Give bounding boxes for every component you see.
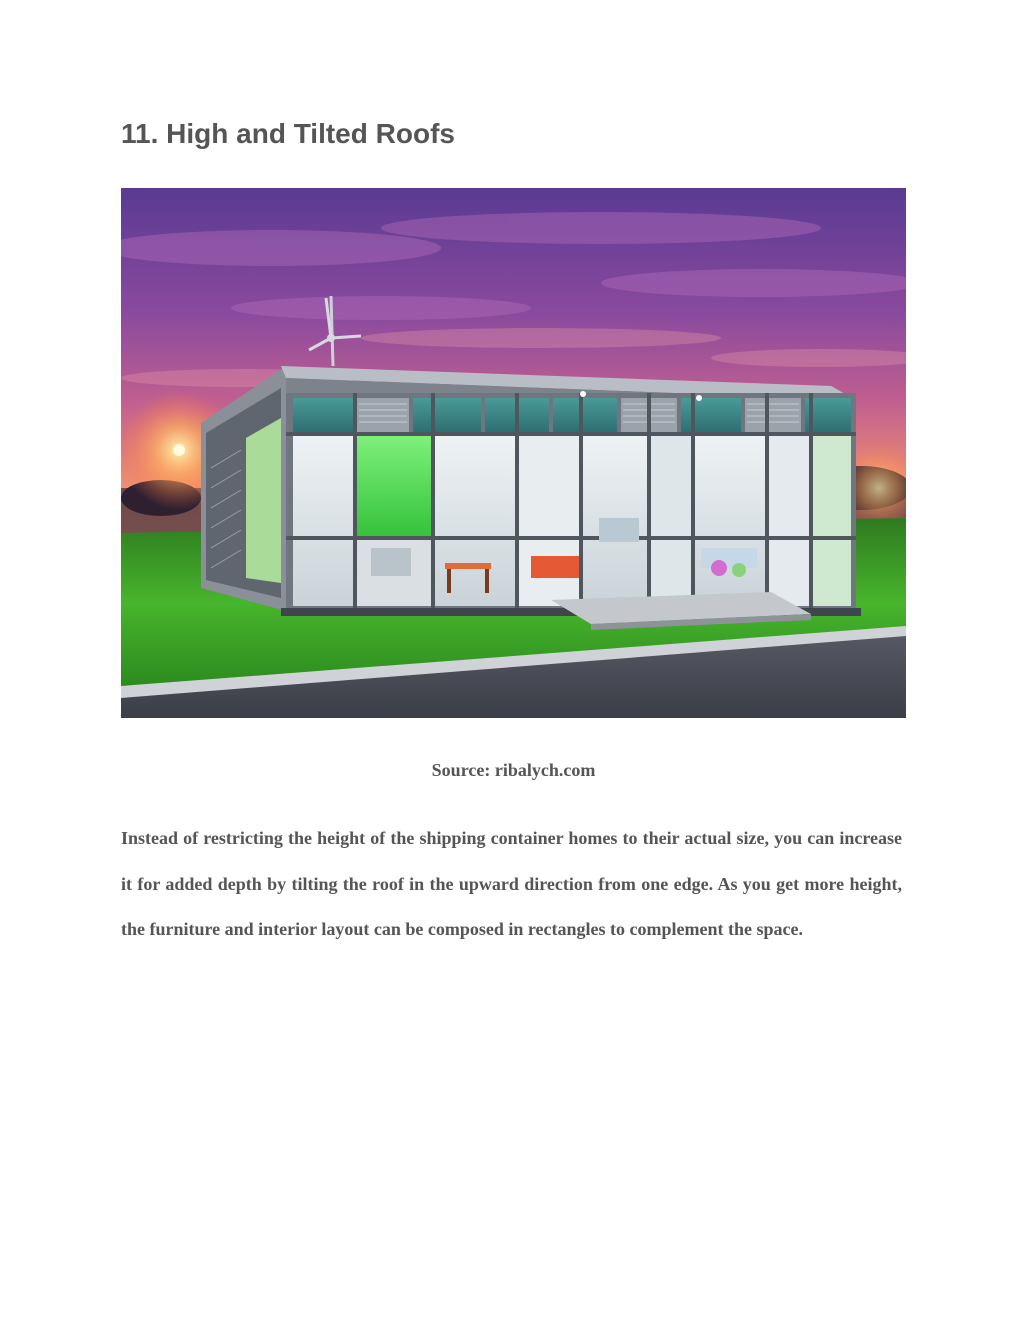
image-source-caption: Source: ribalych.com	[431, 760, 596, 780]
body-paragraph: Instead of restricting the height of the shipping container homes to their actual size, you can increase it for added depth by tilting the roof in the upward direction from one edge. As you get more height, the furniture and interior layout can be composed in rectangles to complement the space.	[121, 828, 902, 939]
photo-illustration	[121, 188, 906, 718]
container-home-photo	[121, 188, 906, 718]
section-heading: 11. High and Tilted Roofs	[121, 118, 455, 149]
